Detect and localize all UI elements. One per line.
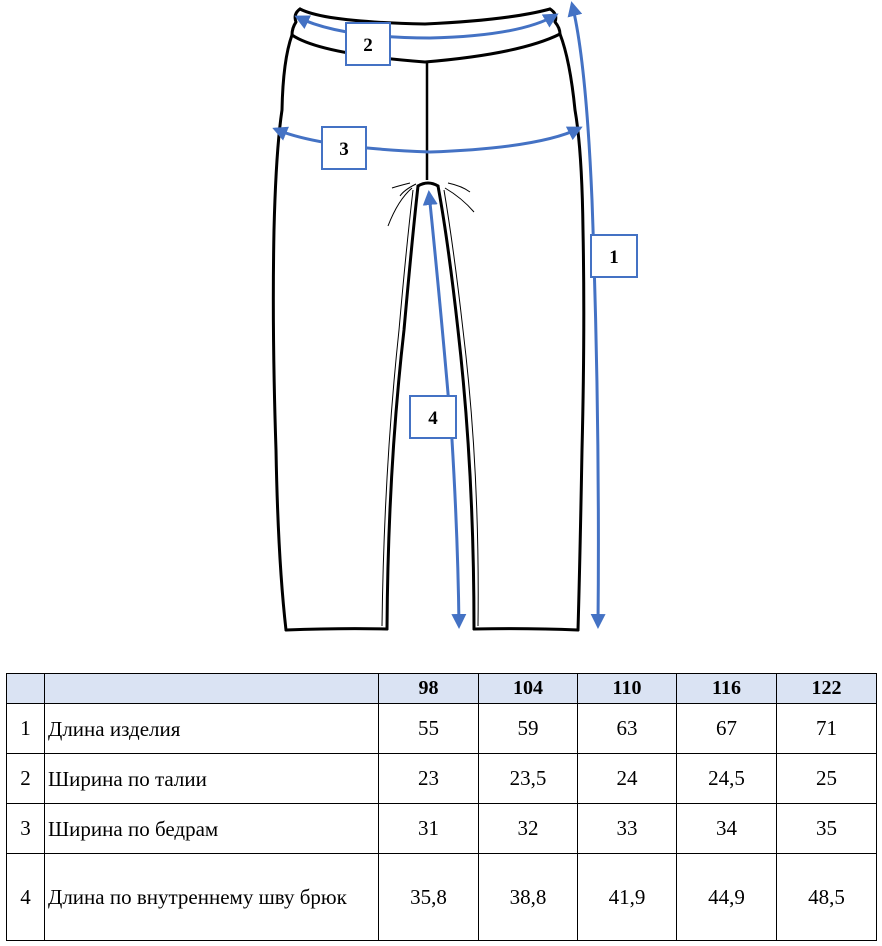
value-cell: 48,5 bbox=[777, 854, 877, 941]
value-cell: 35,8 bbox=[379, 854, 479, 941]
size-header: 104 bbox=[479, 674, 578, 704]
right-outer-seam bbox=[560, 34, 584, 630]
size-header: 110 bbox=[578, 674, 677, 704]
callout-2-label: 2 bbox=[363, 35, 373, 56]
callout-4 bbox=[410, 396, 456, 438]
waistband-left-end bbox=[292, 9, 300, 35]
value-cell: 59 bbox=[479, 704, 578, 754]
callout-3-label: 3 bbox=[339, 139, 349, 160]
value-cell: 71 bbox=[777, 704, 877, 754]
table-row bbox=[7, 854, 877, 941]
size-header: 98 bbox=[379, 674, 479, 704]
value-cell: 23,5 bbox=[479, 754, 578, 804]
parameter-name: Длина по внутреннему шву брюк bbox=[45, 854, 379, 941]
callout-1 bbox=[591, 235, 637, 277]
parameter-name: Ширина по талии bbox=[45, 754, 379, 804]
table-row bbox=[7, 804, 877, 854]
value-cell: 23 bbox=[379, 754, 479, 804]
callout-2 bbox=[346, 23, 390, 65]
left-hem bbox=[286, 629, 387, 630]
waistband-top-line bbox=[300, 9, 550, 24]
size-header: 122 bbox=[777, 674, 877, 704]
value-cell: 44,9 bbox=[677, 854, 777, 941]
table-header-row bbox=[7, 674, 877, 704]
size-table bbox=[6, 673, 877, 941]
value-cell: 24 bbox=[578, 754, 677, 804]
measurement-arrows bbox=[275, 4, 598, 626]
row-number: 1 bbox=[7, 704, 45, 754]
callout-1-label: 1 bbox=[609, 247, 619, 268]
table-row bbox=[7, 754, 877, 804]
right-hem bbox=[474, 629, 578, 630]
value-cell: 67 bbox=[677, 704, 777, 754]
value-cell: 41,9 bbox=[578, 854, 677, 941]
value-cell: 35 bbox=[777, 804, 877, 854]
value-cell: 38,8 bbox=[479, 854, 578, 941]
value-cell: 25 bbox=[777, 754, 877, 804]
table-row bbox=[7, 704, 877, 754]
value-cell: 33 bbox=[578, 804, 677, 854]
value-cell: 63 bbox=[578, 704, 677, 754]
parameter-name: Ширина по бедрам bbox=[45, 804, 379, 854]
row-number: 3 bbox=[7, 804, 45, 854]
value-cell: 31 bbox=[379, 804, 479, 854]
parameter-name: Длина изделия bbox=[45, 704, 379, 754]
row-number: 2 bbox=[7, 754, 45, 804]
value-cell: 55 bbox=[379, 704, 479, 754]
pants-outline bbox=[273, 9, 583, 630]
crotch-curve bbox=[418, 183, 438, 186]
header-no-cell bbox=[7, 674, 45, 704]
waistband-right-end bbox=[550, 9, 560, 34]
row-number: 4 bbox=[7, 854, 45, 941]
callout-4-label: 4 bbox=[428, 408, 438, 429]
value-cell: 24,5 bbox=[677, 754, 777, 804]
left-outer-seam bbox=[273, 35, 292, 630]
value-cell: 34 bbox=[677, 804, 777, 854]
value-cell: 32 bbox=[479, 804, 578, 854]
size-header: 116 bbox=[677, 674, 777, 704]
header-param-cell bbox=[45, 674, 379, 704]
callout-3 bbox=[322, 127, 366, 169]
